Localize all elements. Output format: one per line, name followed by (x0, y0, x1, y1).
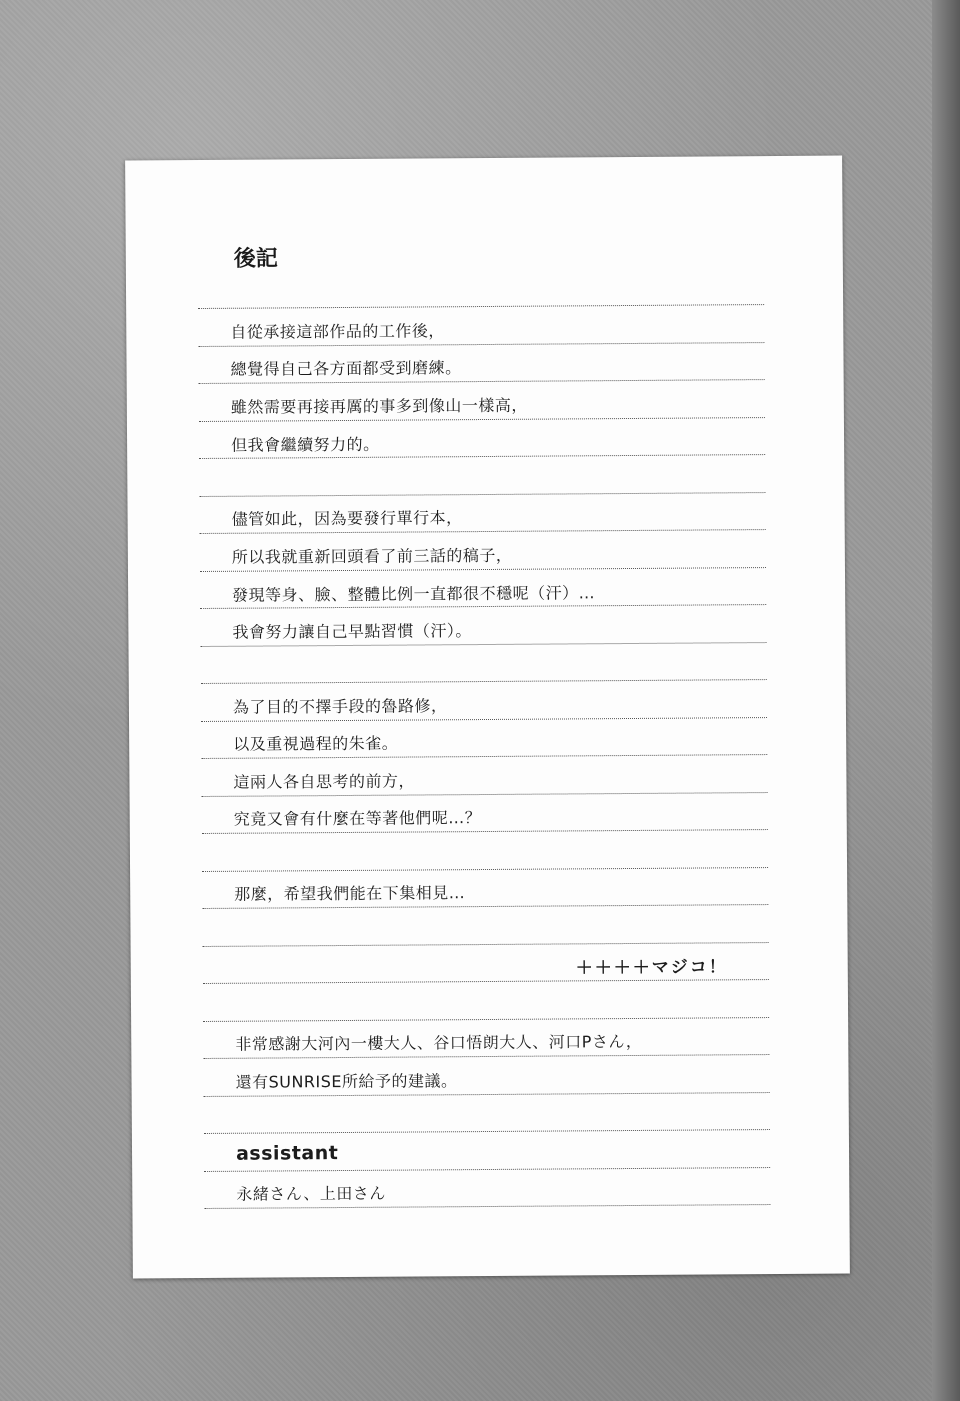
assistant-names: 永緒さん、上田さん (236, 1183, 386, 1204)
assistant-label: assistant (235, 1142, 339, 1165)
rule (201, 754, 767, 759)
rule (202, 867, 768, 872)
text-line: 雖然需要再接再厲的事多到像山一樣高， (230, 395, 528, 417)
text-line: 所以我就重新回頭看了前三話的稿子， (231, 545, 513, 567)
rule (199, 379, 765, 384)
text-line: 以及重視過程的朱雀。 (233, 733, 399, 754)
rule (198, 304, 764, 309)
text-line: 為了目的不擇手段的魯路修， (232, 696, 448, 717)
rule (203, 979, 769, 984)
book-edge (932, 0, 960, 1401)
thanks-line: 非常感謝大河內一樓大人、谷口悟朗大人、河口Pさん， (235, 1031, 643, 1054)
rule (202, 792, 768, 797)
text-line: 究竟又會有什麼在等著他們呢…？ (233, 808, 482, 829)
rule (202, 829, 768, 834)
page-heading: 後記 (233, 246, 278, 272)
text-line: 我會努力讓自己早點習慣（汗）。 (232, 621, 472, 642)
text-line: 總覺得自己各方面都受到磨練。 (230, 358, 462, 379)
rule (199, 492, 765, 497)
closing-line: 那麼，希望我們能在下集相見… (234, 883, 466, 904)
text-line: 發現等身、臉、整體比例一直都很不穩呢（汗）… (232, 583, 596, 605)
rule (200, 567, 766, 572)
rule (200, 642, 766, 647)
rule (200, 529, 766, 534)
thanks-line: 還有SUNRISE所給予的建議。 (235, 1071, 458, 1092)
rule (204, 1167, 770, 1172)
rule (201, 679, 767, 684)
rule (203, 1017, 769, 1022)
rule (203, 942, 769, 947)
rule (201, 717, 767, 722)
text-line: 自從承接這部作品的工作後， (230, 321, 445, 342)
afterword-page (125, 156, 850, 1279)
rule (204, 1092, 770, 1097)
rule (204, 1129, 770, 1134)
rule (204, 1204, 770, 1209)
rule (203, 1054, 769, 1059)
rule (199, 417, 765, 422)
rule (198, 342, 764, 347)
text-line: 但我會繼續努力的。 (231, 434, 380, 455)
text-line: 儘管如此，因為要發行單行本， (231, 508, 463, 529)
text-line: 這兩人各自思考的前方， (233, 771, 416, 792)
author-signature: ＋＋＋＋マジコ！ (575, 957, 728, 979)
rule (202, 904, 768, 909)
